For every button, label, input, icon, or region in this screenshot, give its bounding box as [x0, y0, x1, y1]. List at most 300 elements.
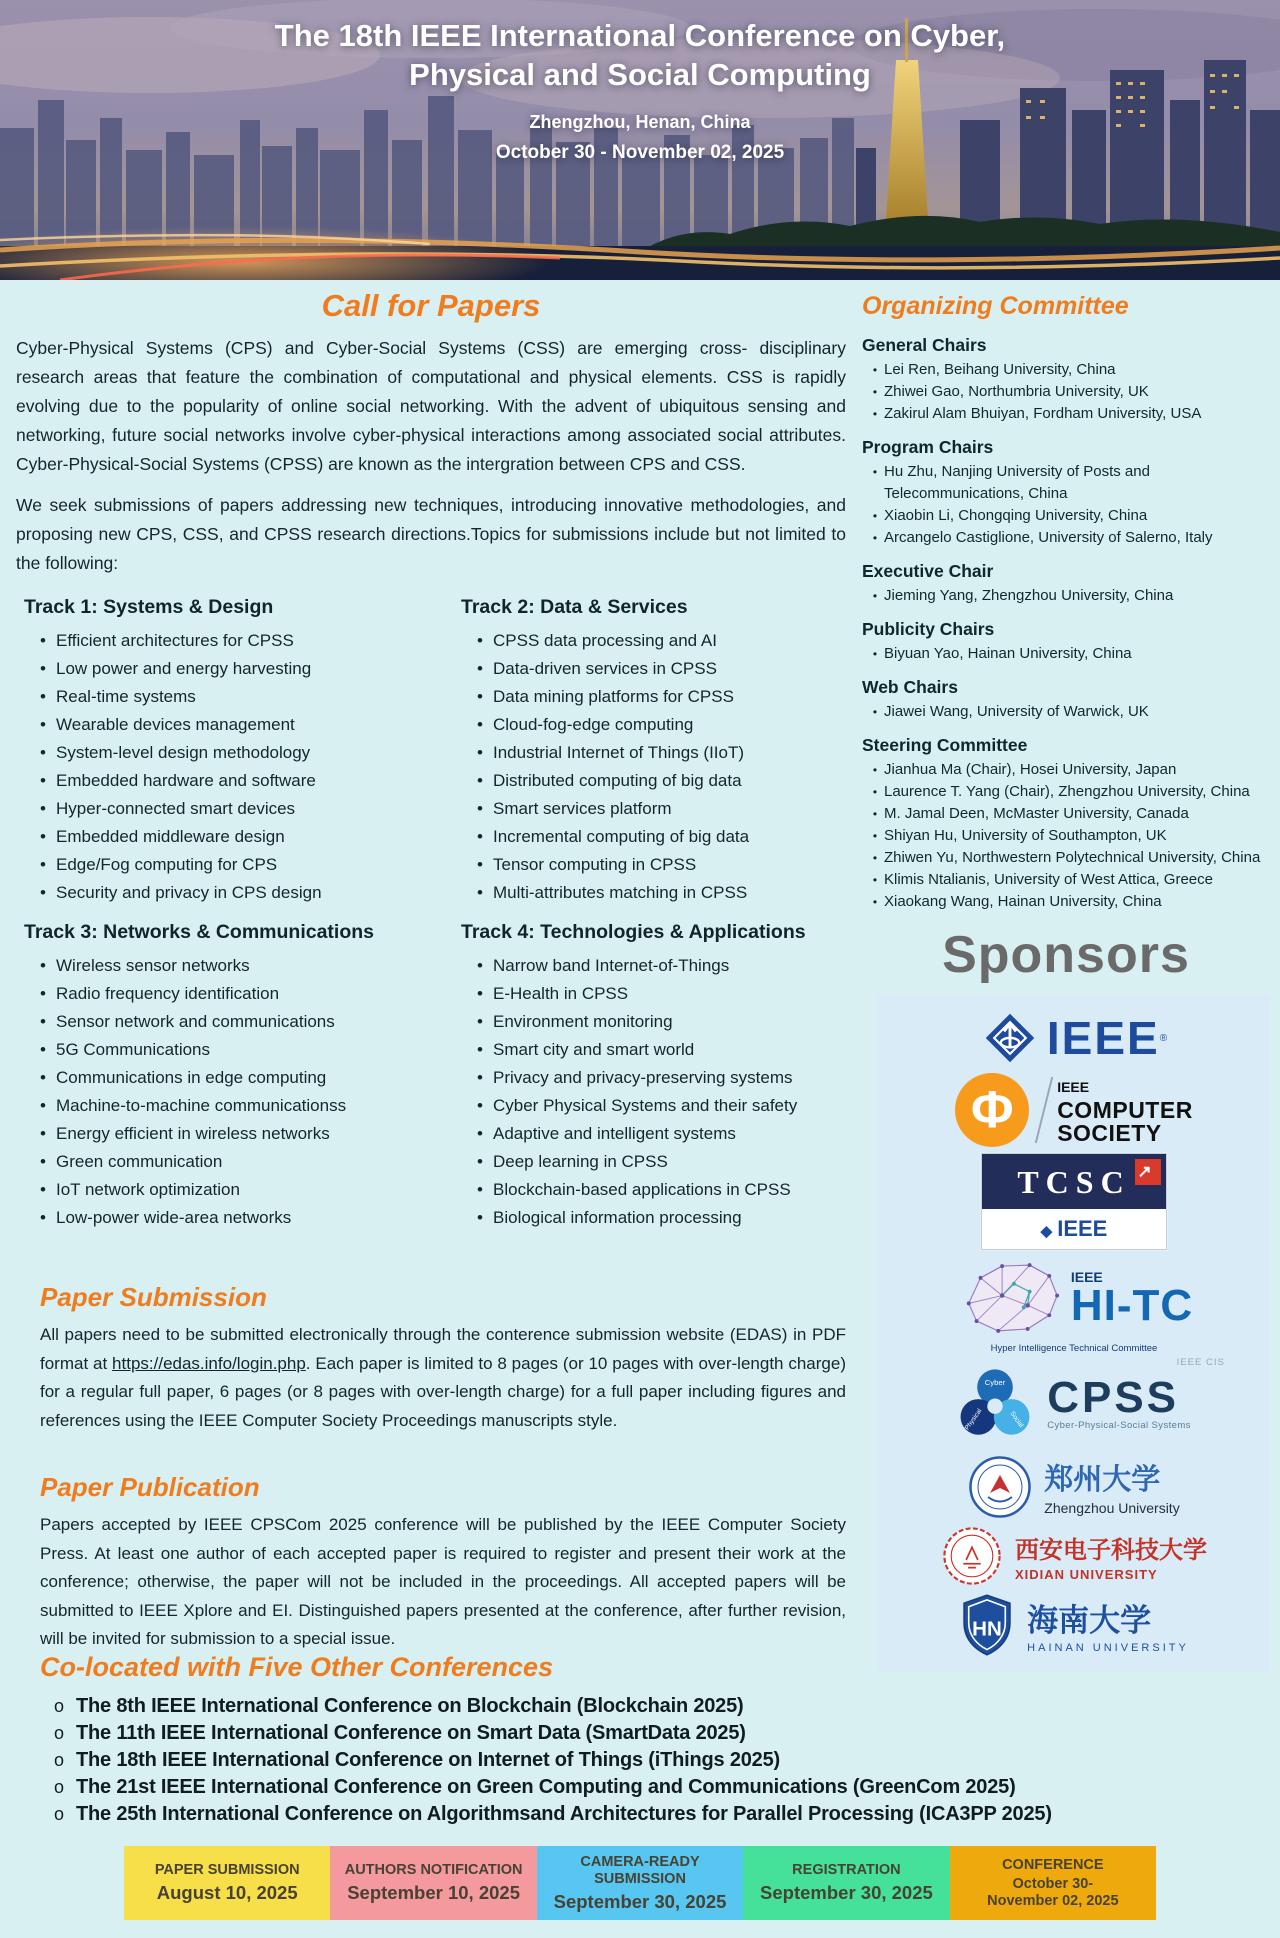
bullet-icon: • — [40, 1208, 46, 1227]
hitc-wordmark — [1070, 1269, 1194, 1331]
o-bullet-icon: o — [54, 1750, 64, 1770]
steering-committee-list — [862, 759, 1270, 913]
track-topic-label: Cloud-fog-edge computing — [493, 715, 694, 734]
committee-member-label: Xiaokang Wang, Hainan University, China — [884, 893, 1162, 910]
sponsors-heading: Sponsors — [942, 926, 1190, 984]
track-topic — [477, 1204, 846, 1232]
bullet-icon: • — [872, 589, 878, 603]
timeline-label: REGISTRATION — [792, 1862, 901, 1878]
ieee-computer-society-logo — [955, 1073, 1193, 1147]
track-topic-label: Wireless sensor networks — [56, 956, 250, 975]
track-topic — [40, 1092, 449, 1120]
bullet-icon: • — [40, 631, 46, 650]
track-topic-label: IoT network optimization — [56, 1180, 240, 1199]
sidebar — [862, 292, 1270, 1671]
committee-member — [862, 803, 1270, 825]
cpss-corner-label: IEEE CIS — [1176, 1356, 1225, 1368]
timeline-label: PAPER SUBMISSION — [154, 1862, 300, 1878]
track-topic — [477, 739, 846, 767]
track-topic — [477, 823, 846, 851]
committee-member-label: Zhiwen Yu, Northwestern Polytechnical University, China — [884, 849, 1261, 866]
track-topic — [40, 683, 449, 711]
committee-member — [862, 869, 1270, 891]
track-topic — [477, 1120, 846, 1148]
tcsc-ieee-label: IEEE — [1057, 1216, 1108, 1242]
bullet-icon: • — [477, 743, 483, 762]
bullet-icon: • — [40, 659, 46, 678]
track-topic-label: Blockchain-based applications in CPSS — [493, 1180, 791, 1199]
track-topic-label: Environment monitoring — [493, 1012, 673, 1031]
web-chairs-title: Web Chairs — [862, 677, 958, 697]
track-topic — [40, 1036, 449, 1064]
bullet-icon: • — [477, 883, 483, 902]
track-topic — [40, 980, 449, 1008]
track-topic — [477, 1064, 846, 1092]
track-topic — [40, 1064, 449, 1092]
cpss-physical-label: Physical — [963, 1407, 984, 1432]
committee-member-label: Arcangelo Castiglione, University of Salerno, Italy — [884, 529, 1213, 546]
bullet-icon: • — [872, 531, 878, 545]
track-topic-label: Machine-to-machine communicationss — [56, 1096, 347, 1115]
hainan-wordmark — [1027, 1595, 1189, 1654]
zhengzhou-university-logo — [968, 1455, 1179, 1519]
colocated-item-label: The 8th IEEE International Conference on Blockchain (Blockchain 2025) — [76, 1695, 744, 1717]
bullet-icon: • — [477, 799, 483, 818]
timeline-registration — [743, 1846, 949, 1920]
track-topic-label: Smart city and smart world — [493, 1040, 695, 1059]
colocated-heading: Co-located with Five Other Conferences — [40, 1652, 554, 1682]
timeline-date: September 10, 2025 — [347, 1882, 520, 1903]
track-topic-label: Data mining platforms for CPSS — [493, 687, 734, 706]
committee-member — [862, 643, 1270, 665]
o-bullet-icon: o — [54, 1696, 64, 1716]
ieee-diamond-icon: ◆ — [1040, 1223, 1053, 1241]
track-topic-label: Embedded hardware and software — [56, 771, 316, 790]
track-topic-label: Sensor network and communications — [56, 1012, 335, 1031]
registered-mark: ® — [1159, 1032, 1168, 1044]
track-topic — [477, 1176, 846, 1204]
cpss-social-label: Social — [1008, 1409, 1025, 1429]
main-content — [16, 282, 846, 1232]
cs-computer-label: COMPUTER — [1057, 1096, 1193, 1123]
bullet-icon: • — [477, 827, 483, 846]
computer-society-wordmark — [1057, 1076, 1193, 1145]
bullet-icon: • — [40, 687, 46, 706]
track-topic-label: Deep learning in CPSS — [493, 1152, 668, 1171]
web-chairs-section — [862, 677, 1270, 723]
general-chairs-title: General Chairs — [862, 335, 987, 355]
conference-dates: October 30 - November 02, 2025 — [495, 142, 785, 163]
bullet-icon: • — [477, 1040, 483, 1059]
colocated-item — [54, 1801, 1150, 1828]
zhengzhou-en-label: Zhengzhou University — [1044, 1500, 1180, 1517]
track-topic — [477, 1148, 846, 1176]
conference-title-line2: Physical and Social Computing — [409, 57, 871, 92]
committee-member-label: Jiawei Wang, University of Warwick, UK — [884, 703, 1149, 720]
hitc-row — [955, 1256, 1193, 1340]
track-topic — [40, 1148, 449, 1176]
track-topic-label: Multi-attributes matching in CPSS — [493, 883, 748, 902]
track-topic — [477, 851, 846, 879]
committee-member — [862, 781, 1270, 803]
bullet-icon: • — [872, 873, 878, 887]
hitc-ieee-label: IEEE — [1070, 1269, 1103, 1286]
track-topic-label: Security and privacy in CPS design — [56, 883, 322, 902]
intro-paragraph-1: Cyber-Physical Systems (CPS) and Cyber-Social Systems (CSS) are emerging cross- disciplinary research areas that feature the combination of computational and physical elements. CSS is rapidly evolving due to the popularity of online social networking. With the advent of ubiquitous sensing and networking, future social networks involve cyber-physical interactions among associated social attributes. Cyber-Physical-Social Systems (CPSS) are known as the intergration between CPS and CSS. — [16, 338, 846, 474]
colocated-item — [54, 1747, 1150, 1774]
track-topic-label: Data-driven services in CPSS — [493, 659, 717, 678]
program-chairs-section — [862, 437, 1270, 549]
track-topic — [477, 980, 846, 1008]
ieee-logo — [981, 1009, 1167, 1067]
track-topic — [477, 879, 846, 907]
bullet-icon: • — [40, 1068, 46, 1087]
bullet-icon: • — [872, 851, 878, 865]
committee-member — [862, 759, 1270, 781]
track-2-section — [461, 592, 846, 907]
bullet-icon: • — [40, 956, 46, 975]
track-topic-label: CPSS data processing and AI — [493, 631, 717, 650]
publicity-chairs-section — [862, 619, 1270, 665]
committee-member — [862, 403, 1270, 425]
bullet-icon: • — [40, 1096, 46, 1115]
bullet-icon: • — [872, 363, 878, 377]
xidian-wordmark — [1015, 1530, 1207, 1582]
committee-member-label: Biyuan Yao, Hainan University, China — [884, 645, 1132, 662]
executive-chair-section — [862, 561, 1270, 607]
track-2-list — [461, 627, 846, 907]
committee-member-label: Zakirul Alam Bhuiyan, Fordham University, USA — [884, 405, 1202, 422]
hitc-subtitle: Hyper Intelligence Technical Committee — [990, 1343, 1158, 1355]
bullet-icon: • — [477, 1096, 483, 1115]
cpss-cyber-label: Cyber — [984, 1377, 1006, 1387]
bullet-icon: • — [477, 984, 483, 1003]
timeline-date: September 30, 2025 — [760, 1882, 933, 1903]
o-bullet-icon: o — [54, 1777, 64, 1797]
track-topic-label: Hyper-connected smart devices — [56, 799, 296, 818]
committee-member-label: Shiyan Hu, University of Southampton, UK — [884, 827, 1167, 844]
committee-member-label: Xiaobin Li, Chongqing University, China — [884, 507, 1148, 524]
bullet-icon: • — [872, 465, 878, 479]
committee-member-label: Laurence T. Yang (Chair), Zhengzhou University, China — [884, 783, 1250, 800]
track-topic-label: Smart services platform — [493, 799, 672, 818]
conference-title-line1: The 18th IEEE International Conference on Cyber, — [274, 18, 1006, 53]
bullet-icon: • — [477, 771, 483, 790]
track-topic — [477, 627, 846, 655]
track-topic — [477, 1092, 846, 1120]
committee-member — [862, 527, 1270, 549]
publicity-chairs-list — [862, 643, 1270, 665]
committee-member — [862, 461, 1270, 505]
bullet-icon: • — [40, 1152, 46, 1171]
committee-member-label: Klimis Ntalianis, University of West Attica, Greece — [884, 871, 1213, 888]
track-topic-label: Tensor computing in CPSS — [493, 855, 697, 874]
tcsc-wordmark: TCSC — [1017, 1164, 1131, 1201]
track-3-list — [24, 952, 449, 1232]
track-topic-label: Green communication — [56, 1152, 223, 1171]
cpss-name-label: CPSS — [1047, 1373, 1180, 1423]
colocated-item-label: The 18th IEEE International Conference on Internet of Things (iThings 2025) — [76, 1749, 780, 1771]
bullet-icon: • — [477, 1124, 483, 1143]
committee-member — [862, 381, 1270, 403]
bullet-icon: • — [872, 763, 878, 777]
track-topic-label: Distributed computing of big data — [493, 771, 742, 790]
bullet-icon: • — [872, 807, 878, 821]
timeline-date: October 30- — [1012, 1875, 1094, 1892]
track-topic — [477, 711, 846, 739]
track-topic-label: Narrow band Internet-of-Things — [493, 956, 730, 975]
phi-icon — [955, 1073, 1029, 1147]
track-topic — [477, 683, 846, 711]
track-topic — [40, 1008, 449, 1036]
timeline-date: August 10, 2025 — [156, 1882, 298, 1903]
publicity-chairs-title: Publicity Chairs — [862, 619, 995, 639]
bullet-icon: • — [40, 771, 46, 790]
timeline-conference — [950, 1846, 1156, 1920]
hainan-cn-label: 海南大学 — [1027, 1603, 1152, 1639]
bullet-icon: • — [477, 631, 483, 650]
bullet-icon: • — [872, 895, 878, 909]
paper-submission-section — [40, 1282, 846, 1435]
committee-member — [862, 585, 1270, 607]
cpss-subtitle: Cyber-Physical-Social Systems — [1047, 1420, 1191, 1432]
track-topic-label: Embedded middleware design — [56, 827, 285, 846]
zhengzhou-wordmark — [1044, 1457, 1179, 1516]
header-banner — [0, 0, 1280, 280]
track-topic-label: 5G Communications — [56, 1040, 211, 1059]
timeline-paper-submission — [124, 1846, 330, 1920]
track-topic-label: Privacy and privacy-preserving systems — [493, 1068, 793, 1087]
executive-chair-list — [862, 585, 1270, 607]
track-topic — [40, 1176, 449, 1204]
colocated-item-label: The 25th International Conference on Algorithmsand Architectures for Parallel Processing (ICA3PP 2025) — [76, 1803, 1052, 1825]
ieee-diamond-icon — [981, 1009, 1039, 1067]
xidian-university-logo — [941, 1525, 1207, 1587]
bullet-icon: • — [477, 659, 483, 678]
cs-ieee-label: IEEE — [1057, 1078, 1090, 1095]
track-topic — [40, 767, 449, 795]
hainan-university-logo — [959, 1593, 1189, 1657]
track-topic-label: Cyber Physical Systems and their safety — [493, 1096, 798, 1115]
track-topic — [40, 851, 449, 879]
cpss-swirl-icon — [957, 1367, 1033, 1443]
header-text — [0, 16, 1280, 164]
colocated-item — [54, 1774, 1150, 1801]
timeline-date-2: November 02, 2025 — [987, 1892, 1119, 1909]
bullet-icon: • — [872, 407, 878, 421]
colocated-item-label: The 11th IEEE International Conference on Smart Data (SmartData 2025) — [76, 1722, 746, 1744]
edas-link[interactable]: https://edas.info/login.php — [112, 1353, 306, 1373]
committee-member — [862, 847, 1270, 869]
hitc-logo — [955, 1256, 1193, 1354]
northeast-arrow-icon — [1135, 1159, 1161, 1185]
committee-member — [862, 505, 1270, 527]
bullet-icon: • — [872, 385, 878, 399]
paper-submission-text — [40, 1321, 846, 1435]
paper-publication-heading: Paper Publication — [40, 1472, 260, 1502]
bullet-icon: • — [477, 1180, 483, 1199]
bullet-icon: • — [872, 509, 878, 523]
track-topic-label: Radio frequency identification — [56, 984, 280, 1003]
colocated-item-label: The 21st IEEE International Conference on Green Computing and Communications (GreenCom 2025) — [76, 1776, 1016, 1798]
committee-member — [862, 891, 1270, 913]
colocated-list — [40, 1693, 1150, 1828]
hainan-shield-label: HN — [972, 1617, 1003, 1641]
hitc-name-label: HI-TC — [1070, 1281, 1194, 1331]
conference-title — [0, 16, 1280, 94]
tcsc-banner — [982, 1154, 1166, 1209]
bullet-icon: • — [477, 956, 483, 975]
track-topic — [40, 655, 449, 683]
track-topic-label: Efficient architectures for CPSS — [56, 631, 294, 650]
track-topic — [40, 952, 449, 980]
track-topic-label: Biological information processing — [493, 1208, 742, 1227]
committee-member-label: Lei Ren, Beihang University, China — [884, 361, 1116, 378]
bullet-icon: • — [477, 1208, 483, 1227]
bullet-icon: • — [40, 715, 46, 734]
track-2-title: Track 2: Data & Services — [461, 596, 688, 618]
track-topic — [477, 1036, 846, 1064]
timeline-date: September 30, 2025 — [553, 1890, 727, 1912]
phi-glyph: Φ — [970, 1081, 1014, 1140]
o-bullet-icon: o — [54, 1723, 64, 1743]
arrow-glyph: ↗ — [1137, 1162, 1159, 1182]
submission-text-after-link: . Each paper is limited to 8 pages (or 10 pages with over-length charge) for a regular full paper, 6 pages (or 8 pages with over-length charge) for a full paper including figures and references using the IEEE Computer Society Proceedings manuscripts style. — [40, 1353, 846, 1430]
paper-publication-section — [40, 1472, 846, 1654]
cs-society-label: SOCIETY — [1057, 1119, 1162, 1146]
cpss-wordmark — [1047, 1373, 1191, 1432]
program-chairs-title: Program Chairs — [862, 437, 994, 457]
timeline-label: CONFERENCE — [1002, 1856, 1104, 1873]
colocated-item — [54, 1693, 1150, 1720]
bullet-icon: • — [40, 1012, 46, 1031]
track-4-list — [461, 952, 846, 1232]
brain-network-icon — [955, 1256, 1063, 1340]
track-topic-label: Industrial Internet of Things (IIoT) — [493, 743, 745, 762]
timeline-authors-notification — [330, 1846, 536, 1920]
track-topic — [40, 1204, 449, 1232]
xidian-cn-label: 西安电子科技大学 — [1015, 1536, 1207, 1564]
track-topic-label: Adaptive and intelligent systems — [493, 1124, 736, 1143]
hainan-shield-icon — [959, 1593, 1015, 1657]
track-topic — [477, 655, 846, 683]
track-topic-label: Low-power wide-area networks — [56, 1208, 292, 1227]
track-topic-label: Low power and energy harvesting — [56, 659, 312, 678]
track-topic — [40, 823, 449, 851]
cpss-logo — [957, 1356, 1225, 1449]
program-chairs-list — [862, 461, 1270, 549]
track-1-section — [24, 592, 449, 907]
zhengzhou-seal-icon — [968, 1455, 1032, 1519]
committee-member-label: Jianhua Ma (Chair), Hosei University, Japan — [884, 761, 1177, 778]
track-topic — [40, 879, 449, 907]
bullet-icon: • — [40, 883, 46, 902]
bullet-icon: • — [40, 1124, 46, 1143]
track-topic — [40, 711, 449, 739]
ieee-wordmark: IEEE — [1046, 1012, 1160, 1065]
bullet-icon: • — [40, 984, 46, 1003]
general-chairs-list — [862, 359, 1270, 425]
steering-committee-title: Steering Committee — [862, 735, 1028, 755]
executive-chair-title: Executive Chair — [862, 561, 994, 581]
xidian-seal-icon — [941, 1525, 1003, 1587]
intro-paragraph-2: We seek submissions of papers addressing new techniques, introducing innovative methodologies, and proposing new CPS, CSS, and CPSS research directions.Topics for submissions include but not limited to the following: — [16, 495, 846, 573]
call-for-papers-heading: Call for Papers — [321, 288, 541, 323]
track-1-title: Track 1: Systems & Design — [24, 596, 274, 618]
bullet-icon: • — [40, 855, 46, 874]
bullet-icon: • — [477, 1012, 483, 1031]
hainan-en-label: HAINAN UNIVERSITY — [1027, 1642, 1189, 1655]
committee-member-label: Jieming Yang, Zhengzhou University, China — [884, 587, 1174, 604]
bullet-icon: • — [477, 1152, 483, 1171]
committee-member-label: M. Jamal Deen, McMaster University, Canada — [884, 805, 1189, 822]
tcsc-ieee-row — [982, 1209, 1166, 1249]
committee-member — [862, 701, 1270, 723]
track-topic — [477, 767, 846, 795]
bullet-icon: • — [477, 715, 483, 734]
web-chairs-list — [862, 701, 1270, 723]
track-topic-label: Energy efficient in wireless networks — [56, 1124, 330, 1143]
bullet-icon: • — [40, 1040, 46, 1059]
track-topic — [40, 739, 449, 767]
paper-submission-heading: Paper Submission — [40, 1282, 267, 1312]
tcsc-logo — [981, 1153, 1167, 1250]
bullet-icon: • — [477, 1068, 483, 1087]
track-topic-label: Communications in edge computing — [56, 1068, 327, 1087]
track-topic — [477, 795, 846, 823]
organizing-committee-heading: Organizing Committee — [862, 292, 1129, 320]
timeline-label: AUTHORS NOTIFICATION — [344, 1862, 523, 1878]
bullet-icon: • — [477, 855, 483, 874]
committee-member-label: Zhiwei Gao, Northumbria University, UK — [884, 383, 1149, 400]
paper-publication-text: Papers accepted by IEEE CPSCom 2025 conference will be published by the IEEE Computer Society Press. At least one author of each accepted paper is required to register and present their work at the conference; otherwise, the paper will not be included in the proceedings. All accepted papers will be submitted to IEEE Xplore and EI. Distinguished papers presented at the conference, after further revision, will be invited for submission to a special issue. — [40, 1515, 846, 1648]
bullet-icon: • — [872, 647, 878, 661]
timeline-camera-ready — [537, 1846, 743, 1920]
committee-member-label: Hu Zhu, Nanjing University of Posts and Telecommunications, China — [884, 463, 1150, 502]
track-1-list — [24, 627, 449, 907]
colocated-section — [40, 1652, 1150, 1828]
track-topic — [477, 952, 846, 980]
bullet-icon: • — [40, 1180, 46, 1199]
track-3-title: Track 3: Networks & Communications — [24, 921, 375, 943]
zhengzhou-cn-label: 郑州大学 — [1044, 1464, 1161, 1497]
track-3-section — [24, 917, 449, 1232]
colocated-item — [54, 1720, 1150, 1747]
track-topic-label: Edge/Fog computing for CPS — [56, 855, 278, 874]
track-topic — [40, 795, 449, 823]
steering-committee-section — [862, 735, 1270, 913]
bullet-icon: • — [872, 785, 878, 799]
track-topic-label: System-level design methodology — [56, 743, 311, 762]
bullet-icon: • — [872, 705, 878, 719]
o-bullet-icon: o — [54, 1804, 64, 1824]
track-topic-label: Wearable devices management — [56, 715, 295, 734]
committee-member — [862, 359, 1270, 381]
submission-text-before-link: All papers need to be submitted electronically through the conterence submission website (EDAS) in PDF format at — [40, 1325, 846, 1373]
track-topic — [40, 1120, 449, 1148]
general-chairs-section — [862, 335, 1270, 425]
track-4-title: Track 4: Technologies & Applications — [461, 921, 806, 943]
track-topic — [477, 1008, 846, 1036]
conference-location: Zhengzhou, Henan, China — [529, 112, 751, 132]
bullet-icon: • — [872, 829, 878, 843]
track-4-section — [461, 917, 846, 1232]
track-topic-label: Incremental computing of big data — [493, 827, 750, 846]
track-topic — [40, 627, 449, 655]
dates-timeline — [124, 1846, 1156, 1920]
bullet-icon: • — [40, 827, 46, 846]
track-topic-label: E-Health in CPSS — [493, 984, 629, 1003]
